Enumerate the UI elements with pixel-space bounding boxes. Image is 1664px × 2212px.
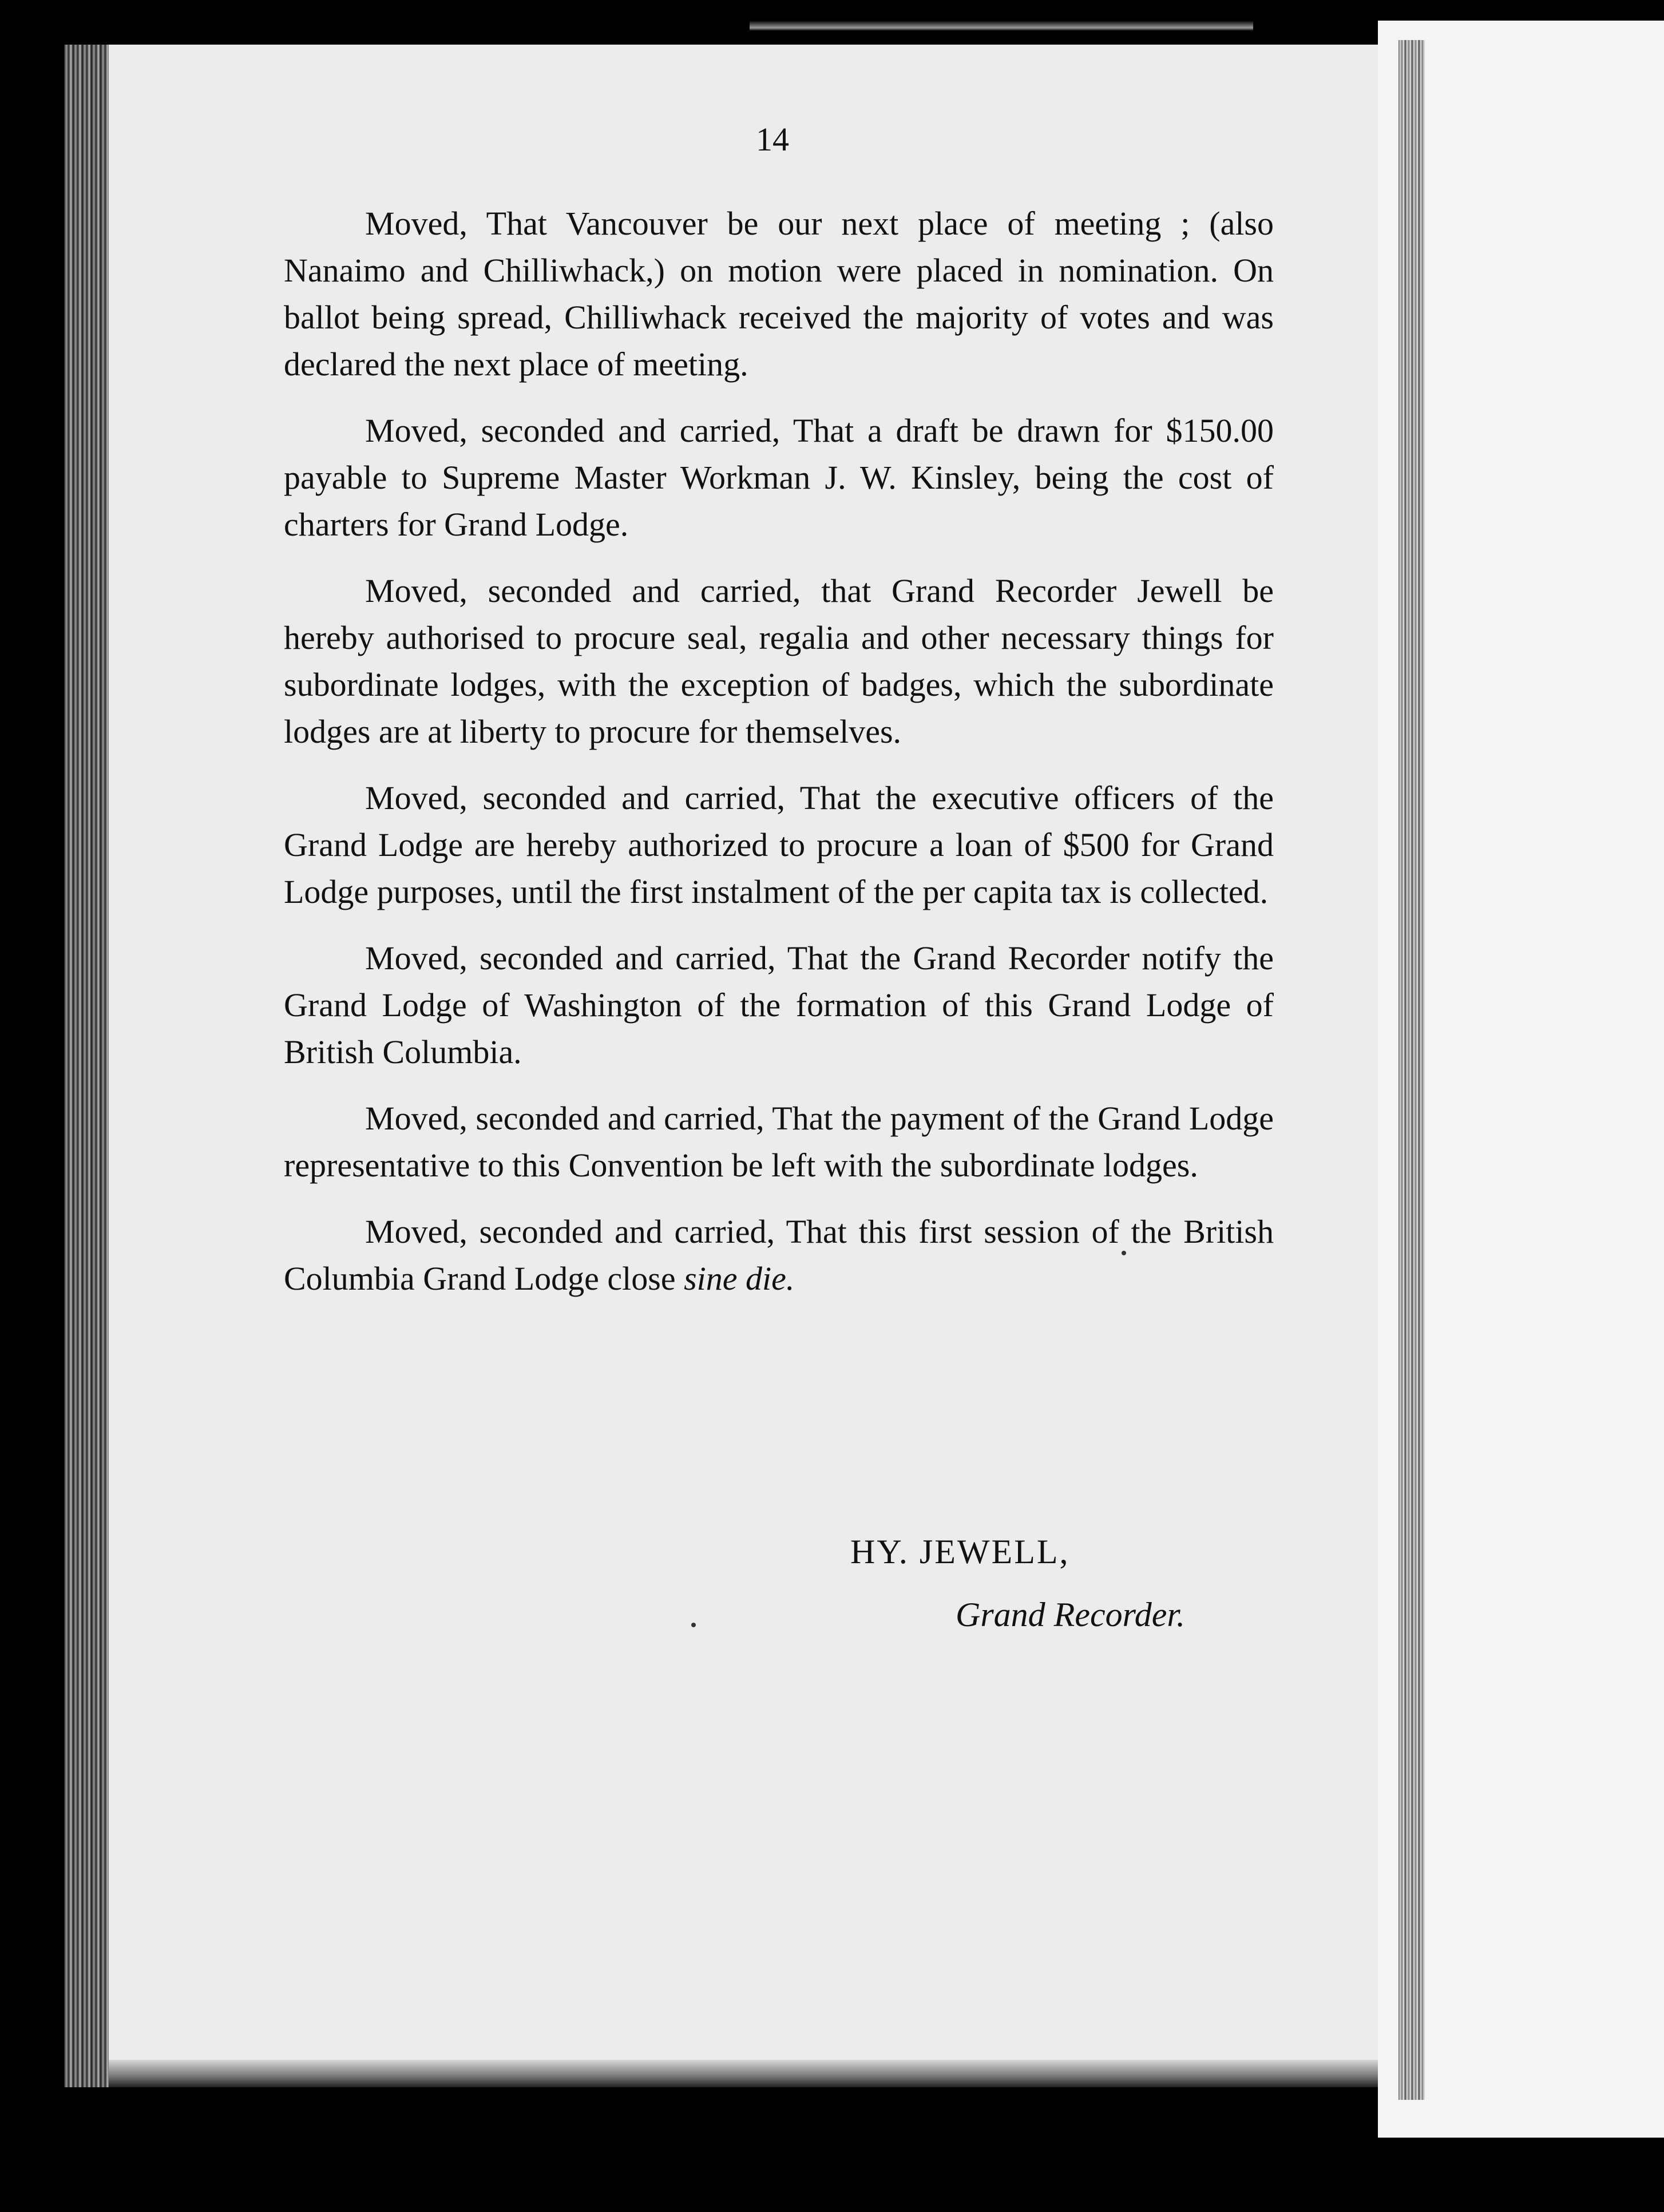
- ink-speck: [691, 1623, 696, 1627]
- paragraph: Moved, seconded and carried, That a draft be drawn for $150.00 payable to Supreme Master Workman J. W. Kinsley, being the cost of charters for Grand Lodge.: [284, 412, 1274, 543]
- closing-paragraph-text: Moved, seconded and carried, That this first session of the British Columbia Grand Lodge close: [284, 1213, 1274, 1297]
- closing-paragraph-italic: sine die.: [684, 1260, 795, 1297]
- paragraph: Moved, seconded and carried, that Grand Recorder Jewell be hereby authorised to procure seal, regalia and other necessary things for subordinate lodges, with the exception of badges, which the subordinate lodges are at liberty to procure for themselves.: [284, 572, 1274, 750]
- signature-name: HY. JEWELL,: [850, 1533, 1070, 1571]
- paragraph: Moved, seconded and carried, That the executive officers of the Grand Lodge are hereby authorized to procure a loan of $500 for Grand Lodge purposes, until the first instalment of the per capita tax is collected.: [284, 779, 1274, 910]
- document-body: [284, 200, 1274, 1322]
- page-bottom-edge: [109, 2060, 1378, 2087]
- closing-paragraph: [284, 1208, 1274, 1302]
- page-number: 14: [756, 121, 789, 158]
- paragraph: Moved, seconded and carried, That the Grand Recorder notify the Grand Lodge of Washington of the formation of this Grand Lodge of British Columbia.: [284, 939, 1274, 1071]
- signature-title: Grand Recorder.: [956, 1596, 1186, 1634]
- page-top-edge: [750, 21, 1253, 31]
- page-left-edge: [64, 45, 109, 2087]
- paragraph: Moved, That Vancouver be our next place of meeting ; (also Nanaimo and Chilliwhack,) on motion were placed in nomination. On ballot being spread, Chilliwhack received the majority of votes and was declared the next place of meeting.: [284, 205, 1274, 383]
- paragraph: Moved, seconded and carried, That the payment of the Grand Lodge representative to this Convention be left with the subordinate lodges.: [284, 1100, 1274, 1184]
- facing-page-edge: [1398, 40, 1425, 2100]
- ink-speck: [1122, 1251, 1126, 1255]
